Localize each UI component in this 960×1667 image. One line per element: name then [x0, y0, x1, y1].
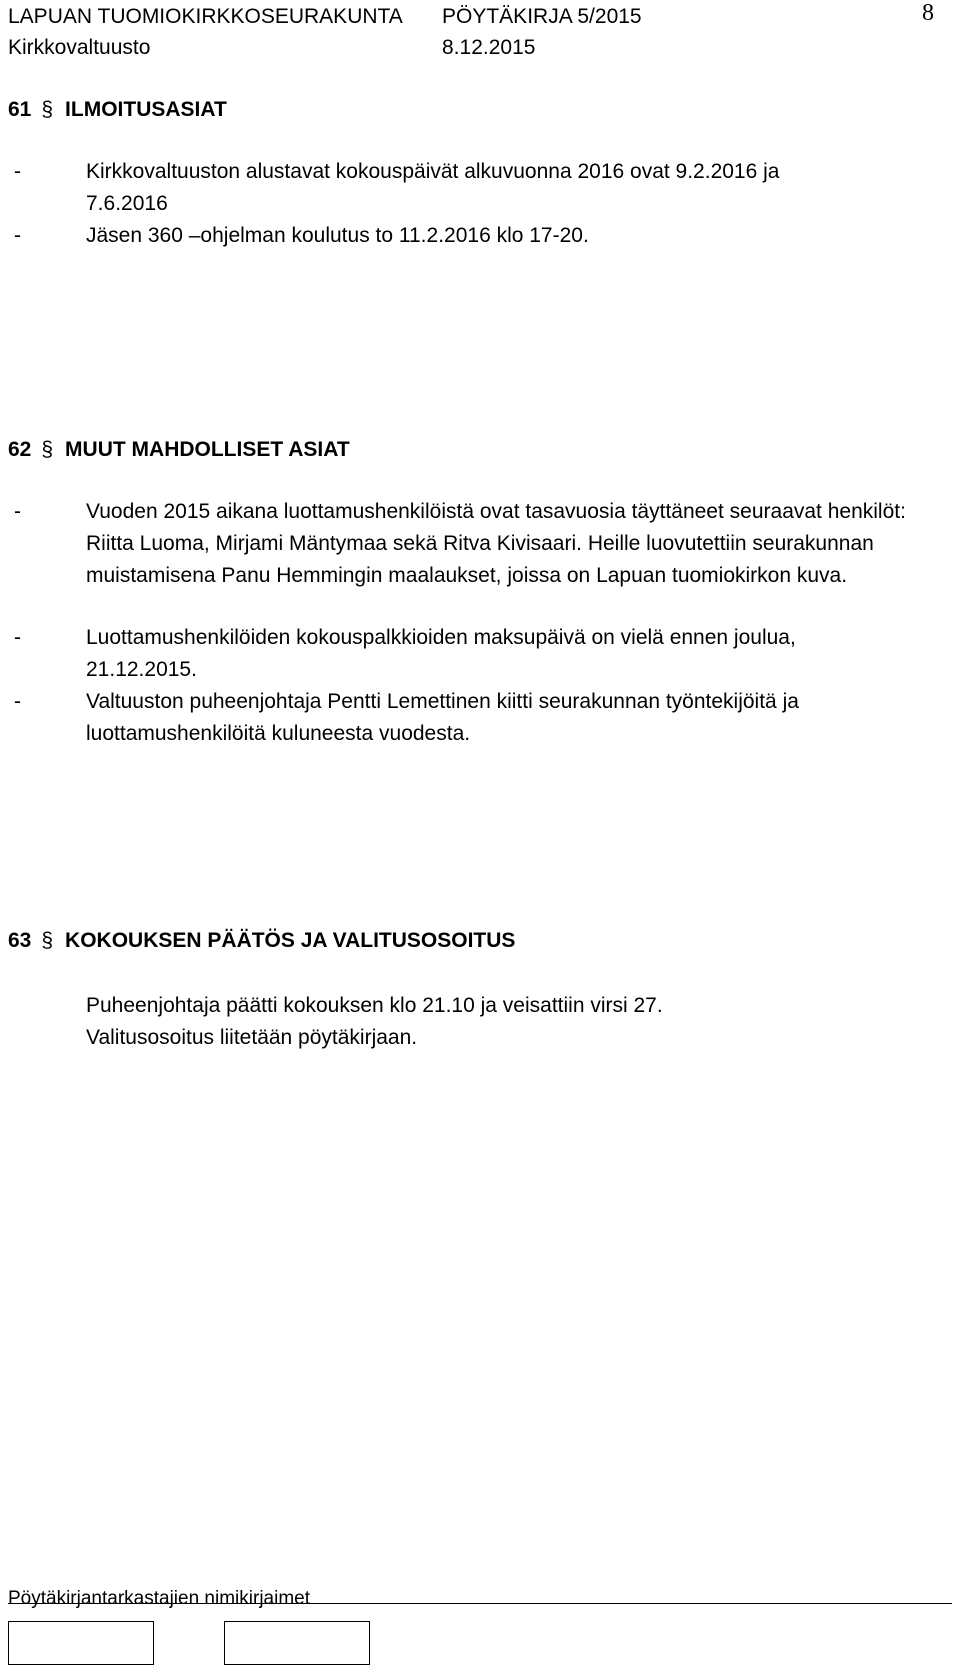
header-document: PÖYTÄKIRJA 5/2015 [442, 5, 642, 28]
section-sign: § [41, 98, 54, 121]
section-sign: § [41, 438, 54, 461]
list-item-text: Jäsen 360 –ohjelman koulutus to 11.2.2016 klo 17-20. [86, 224, 589, 247]
list-item [8, 622, 928, 686]
section-heading [8, 438, 350, 462]
section-number: 63 [8, 929, 32, 952]
list-item-text: Valtuuston puheenjohtaja Pentti Lemettinen kiitti seurakunnan työntekijöitä ja luottamushenkilöitä kuluneesta vuodesta. [86, 690, 799, 745]
initials-box [8, 1621, 154, 1665]
paragraph: Puheenjohtaja päätti kokouksen klo 21.10 ja veisattiin virsi 27. [86, 994, 663, 1017]
paragraph: Valitusosoitus liitetään pöytäkirjaan. [86, 1026, 418, 1049]
header-body-name: Kirkkovaltuusto [8, 36, 151, 59]
header-organization: LAPUAN TUOMIOKIRKKOSEURAKUNTA [8, 5, 403, 28]
list-item [8, 156, 928, 220]
bullet-dash: - [14, 626, 21, 649]
list-item [8, 686, 928, 750]
list-item [8, 496, 928, 592]
section-number: 61 [8, 98, 32, 121]
section-heading [8, 98, 227, 122]
list-item-text: Luottamushenkilöiden kokouspalkkioiden maksupäivä on vielä ennen joulua, 21.12.2015. [86, 626, 796, 681]
bullet-dash: - [14, 224, 21, 247]
page-number: 8 [922, 0, 934, 26]
section-title: ILMOITUSASIAT [65, 98, 227, 121]
list-item [8, 220, 928, 252]
initials-box [224, 1621, 370, 1665]
list-item-text: Kirkkovaltuuston alustavat kokouspäivät alkuvuonna 2016 ovat 9.2.2016 ja 7.6.2016 [86, 160, 780, 215]
header-date: 8.12.2015 [442, 36, 536, 59]
bullet-dash: - [14, 690, 21, 713]
section-heading [8, 929, 515, 953]
section-title: MUUT MAHDOLLISET ASIAT [65, 438, 350, 461]
section-sign: § [41, 929, 54, 952]
list-item-text: Vuoden 2015 aikana luottamushenkilöistä ovat tasavuosia täyttäneet seuraavat henkilöt: Riitta Luoma, Mirjami Mäntymaa sekä Ritva Kivisaari. Heille luovutettiin seurakunnan muistamisena Panu Hemmingin maalaukset, joissa on Lapuan tuomiokirkon kuva. [86, 500, 906, 587]
bullet-dash: - [14, 500, 21, 523]
section-number: 62 [8, 438, 32, 461]
bullet-dash: - [14, 160, 21, 183]
signature-label: Pöytäkirjantarkastajien nimikirjaimet [8, 1588, 310, 1609]
section-title: KOKOUKSEN PÄÄTÖS JA VALITUSOSOITUS [65, 929, 516, 952]
footer-divider [8, 1603, 952, 1604]
